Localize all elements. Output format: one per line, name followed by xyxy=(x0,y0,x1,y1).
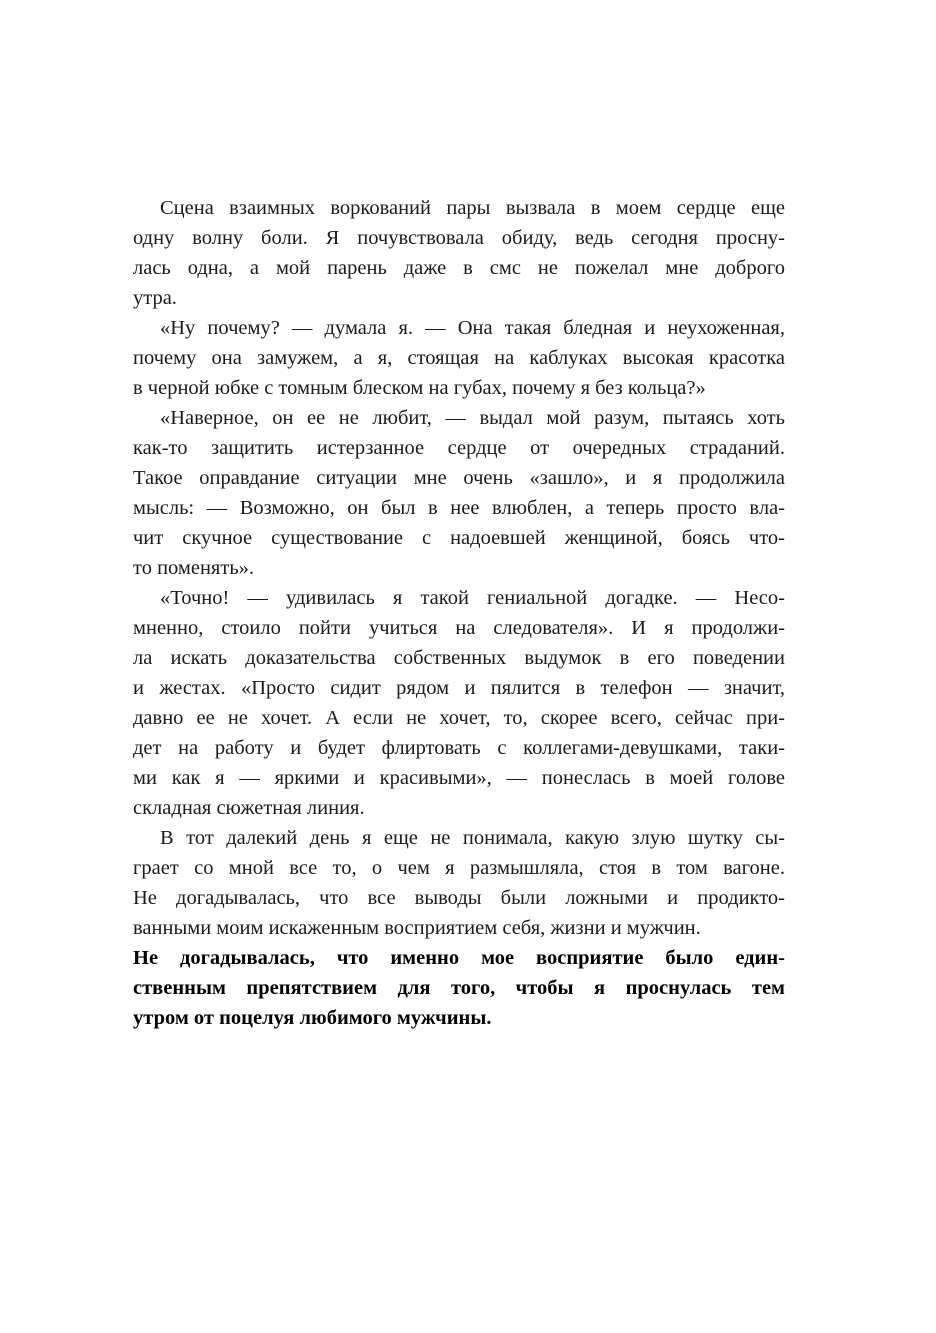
text-line: складная сюжетная линия. xyxy=(133,797,365,819)
text-line: Не догадывалась, что именно мое восприятие было един- xyxy=(133,947,785,969)
paragraph xyxy=(133,583,785,823)
text-line: В тот далекий день я еще не понимала, какую злую шутку сы- xyxy=(160,827,785,849)
text-line: в черной юбке с томным блеском на губах, почему я без кольца?» xyxy=(133,377,706,399)
text-line: дет на работу и будет флиртовать с коллегами-девушками, таки- xyxy=(133,737,785,759)
text-line: одну волну боли. Я почувствовала обиду, ведь сегодня просну- xyxy=(133,227,785,249)
paragraph xyxy=(133,313,785,403)
paragraph xyxy=(133,193,785,313)
text-line: «Точно! — удивилась я такой гениальной догадке. — Несо- xyxy=(160,587,785,609)
text-line: почему она замужем, а я, стоящая на каблуках высокая красотка xyxy=(133,347,785,369)
text-line: то поменять». xyxy=(133,557,255,579)
text-line: лась одна, а мой парень даже в смс не пожелал мне доброго xyxy=(133,257,785,279)
book-page-text xyxy=(133,193,785,1033)
text-line: утра. xyxy=(133,287,177,309)
text-line: ственным препятствием для того, чтобы я проснулась тем xyxy=(133,977,785,999)
text-line: мненно, стоило пойти учиться на следователя». И я продолжи- xyxy=(133,617,785,639)
text-line: чит скучное существование с надоевшей женщиной, боясь что- xyxy=(133,527,785,549)
text-line: ла искать доказательства собственных выдумок в его поведении xyxy=(133,647,785,669)
text-line: давно ее не хочет. А если не хочет, то, скорее всего, сейчас при- xyxy=(133,707,785,729)
text-line: как-то защитить истерзанное сердце от очередных страданий. xyxy=(133,437,785,459)
text-line: «Ну почему? — думала я. — Она такая бледная и неухоженная, xyxy=(160,317,785,339)
text-line: грает со мной все то, о чем я размышляла, стоя в том вагоне. xyxy=(133,857,785,879)
text-line: и жестах. «Просто сидит рядом и пялится в телефон — значит, xyxy=(133,677,785,699)
text-line: ми как я — яркими и красивыми», — понеслась в моей голове xyxy=(133,767,785,789)
text-line: утром от поцелуя любимого мужчины. xyxy=(133,1007,492,1029)
paragraph xyxy=(133,403,785,583)
text-line: Не догадывалась, что все выводы были ложными и продикто- xyxy=(133,887,785,909)
paragraph xyxy=(133,823,785,943)
bold-paragraph xyxy=(133,943,785,1033)
text-line: Сцена взаимных воркований пары вызвала в моем сердце еще xyxy=(160,197,785,219)
text-line: ванными моим искаженным восприятием себя, жизни и мужчин. xyxy=(133,917,701,939)
text-line: «Наверное, он ее не любит, — выдал мой разум, пытаясь хоть xyxy=(160,407,785,429)
text-line: Такое оправдание ситуации мне очень «зашло», и я продолжила xyxy=(133,467,785,489)
text-line: мысль: — Возможно, он был в нее влюблен, а теперь просто вла- xyxy=(133,497,785,519)
